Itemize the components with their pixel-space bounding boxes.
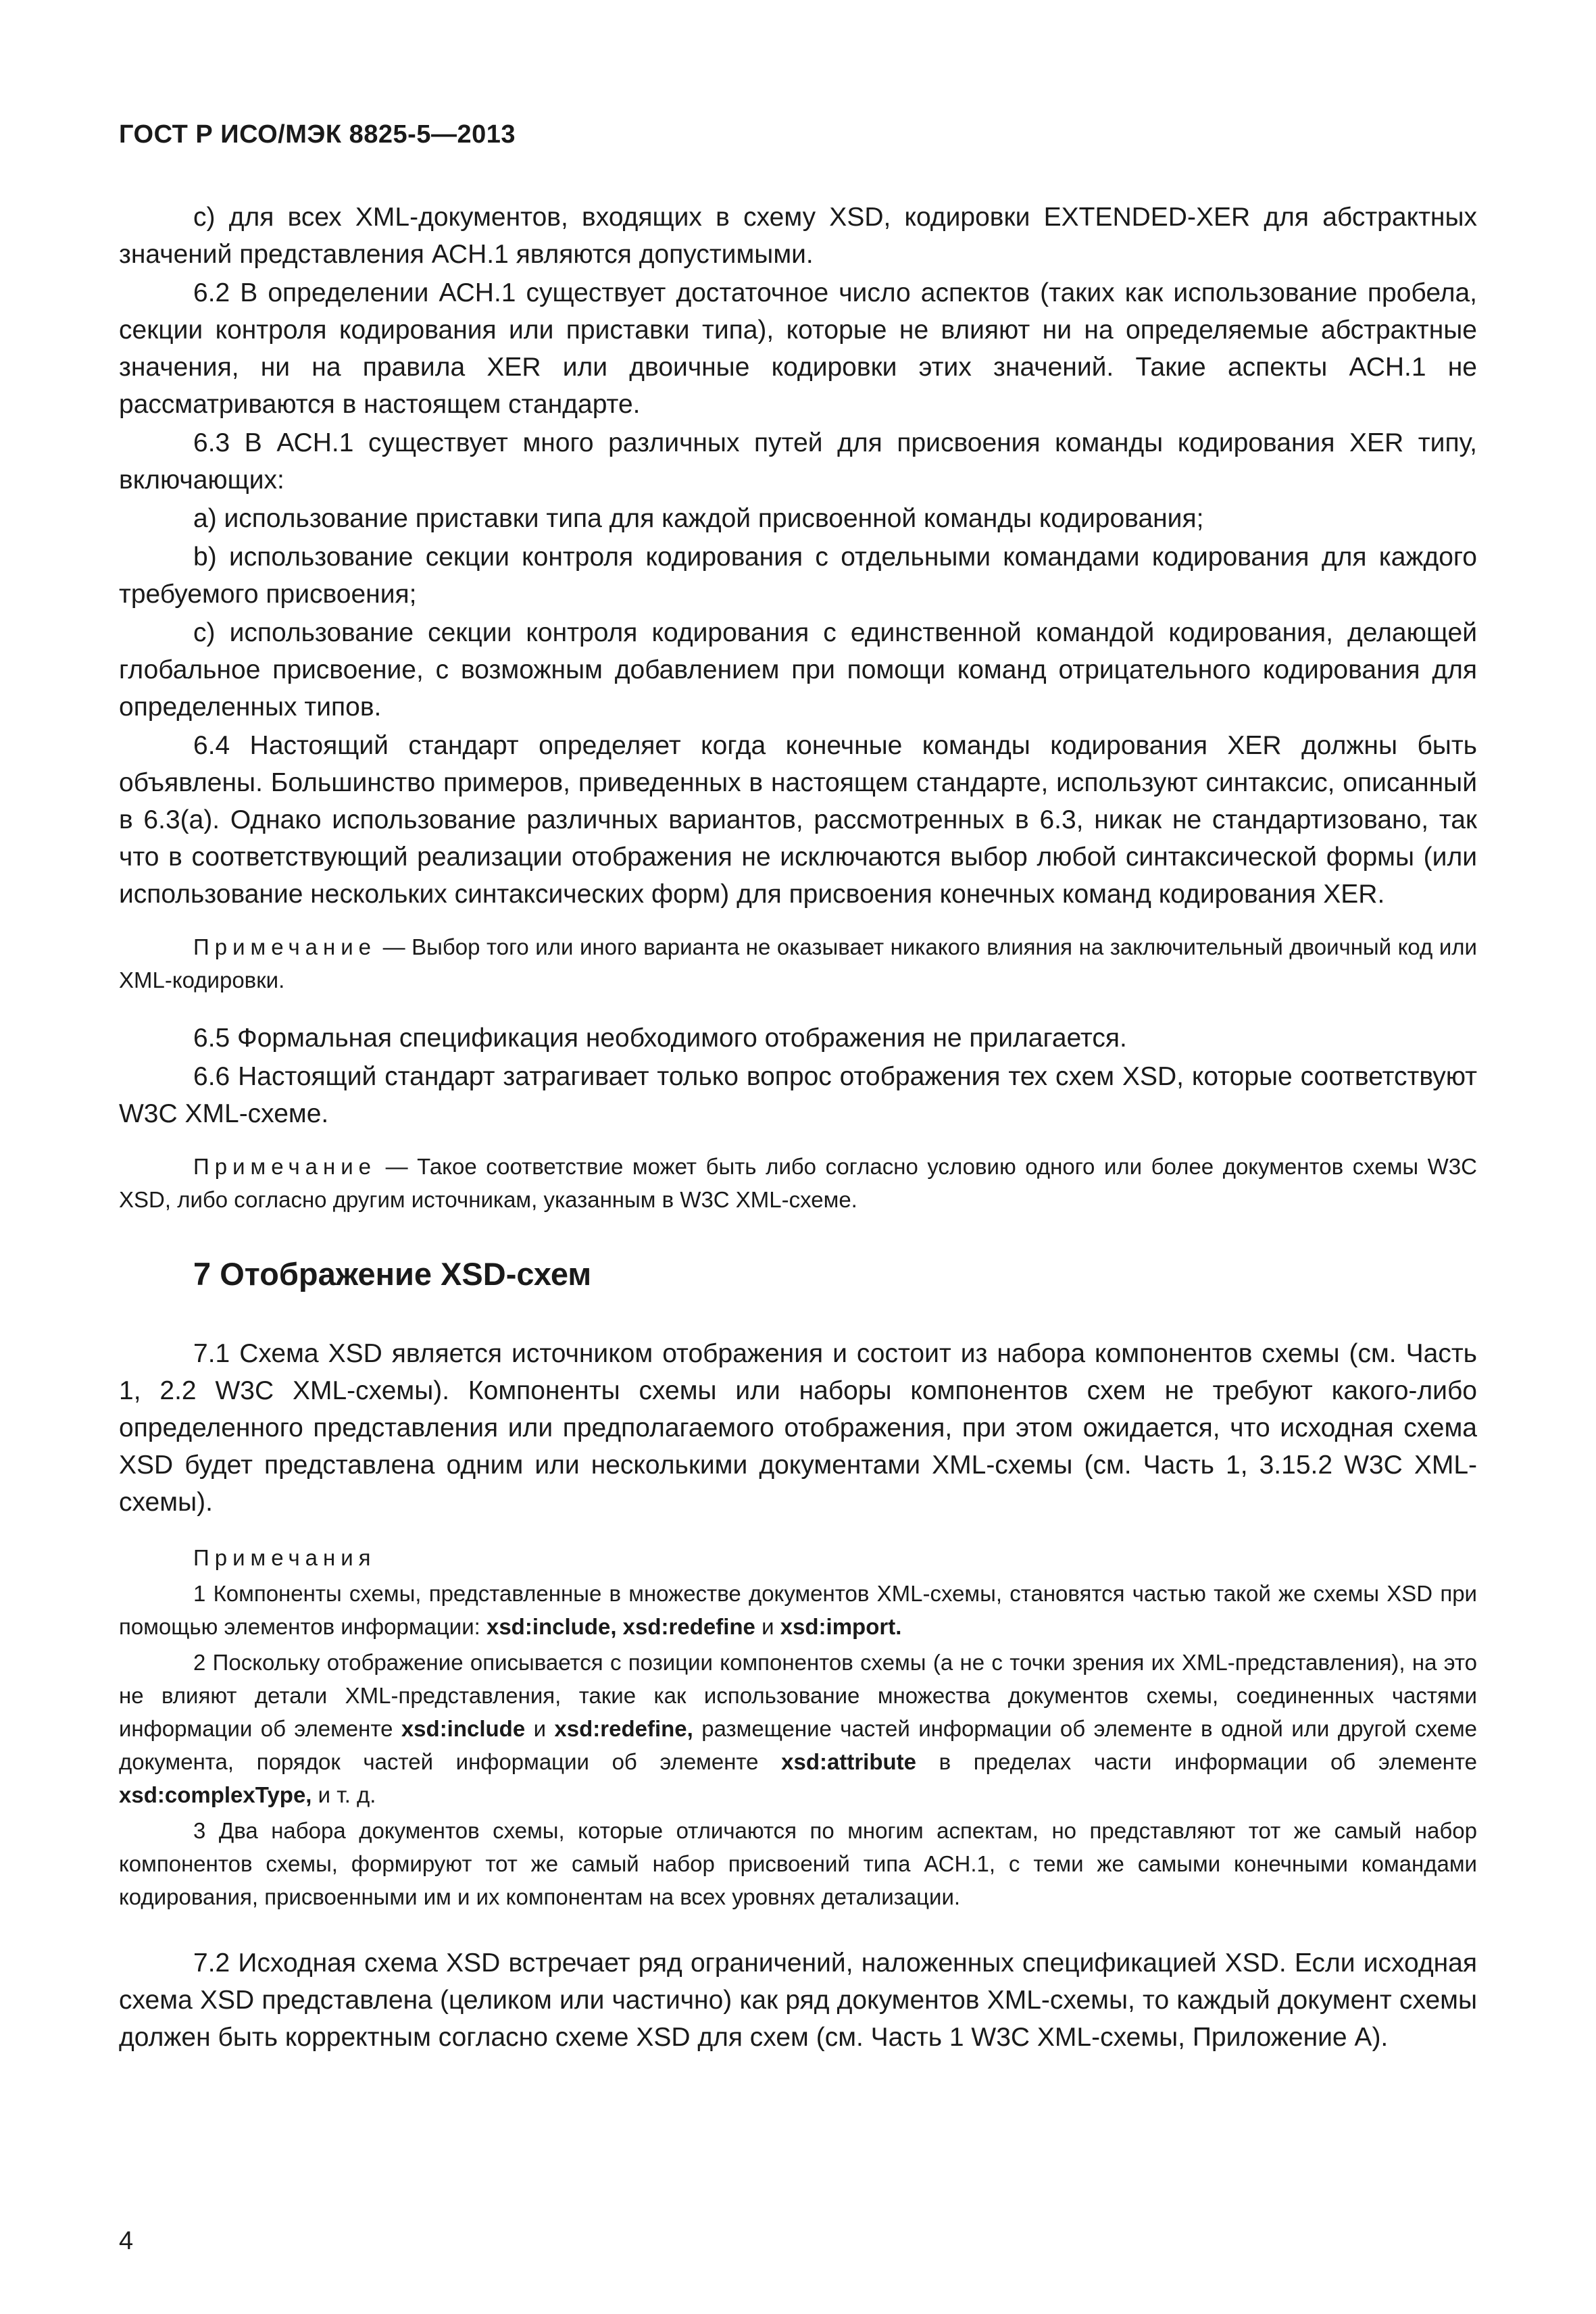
spacer [119, 1913, 1477, 1944]
paragraph-6-5: 6.5 Формальная спецификация необходимого отображения не прилагается. [193, 1024, 1127, 1053]
paragraph-7-1: 7.1 Схема XSD является источником отображения и состоит из набора компонентов схемы (см. Часть 1, 2.2 W3C XML-схемы). Компоненты схемы или наборы компонентов схем не требуют какого-либо определенного представления или предполагаемого отображения, при этом ожидается, что исходная схема XSD будет представлена одним или несколькими документами XML-схемы (см. Часть 1, 3.15.2 W3C XML-схемы). [119, 1339, 1477, 1517]
note-label: Примечание [193, 1154, 377, 1179]
term: xsd:attribute [781, 1749, 917, 1774]
paragraph-6-6: 6.6 Настоящий стандарт затрагивает только вопрос отображения тех схем XSD, которые соответствуют W3C XML-схеме. [119, 1062, 1477, 1128]
note-text: 1 Компоненты схемы, представленные в множестве документов XML-схемы, становятся частью такой же схемы XSD при помощью элементов информации: [119, 1581, 1477, 1639]
note-text: и [755, 1614, 780, 1639]
note-text: и т. д. [311, 1782, 376, 1807]
paragraph-6-3: 6.3 В АСН.1 существует много различных путей для присвоения команды кодирования XER типу, включающих: [119, 428, 1477, 495]
term: xsd:redefine, [554, 1716, 693, 1741]
term: xsd:import. [780, 1614, 902, 1639]
note-item-2 [119, 1646, 1477, 1811]
list-item-c: c) использование секции контроля кодирования с единственной командой кодирования, делающей глобальное присвоение, с возможным добавлением при помощи команд отрицательного кодирования для определенных типов. [119, 618, 1477, 722]
term: xsd:include, xsd:redefine [486, 1614, 755, 1639]
document-body [119, 199, 1477, 2057]
paragraph-7-2: 7.2 Исходная схема XSD встречает ряд ограничений, наложенных спецификацией XSD. Если исходная схема XSD представлена (целиком или частично) как ряд документов XML-схемы, то каждый документ схемы должен быть корректным согласно схеме XSD для схем (см. Часть 1 W3C XML-схемы, Приложение А). [119, 1948, 1477, 2052]
page-number: 4 [119, 2227, 134, 2255]
note-text: размещение частей информации об элементе в одной или другой схеме документа, порядок частей информации об элементе [119, 1716, 1477, 1774]
note-1 [119, 930, 1477, 997]
list-item-a: a) использование приставки типа для каждой присвоенной команды кодирования; [193, 504, 1204, 533]
paragraph-6-1-c: c) для всех XML-документов, входящих в схему XSD, кодировки EXTENDED-XER для абстрактных значений представления АСН.1 являются допустимыми. [119, 203, 1477, 269]
list-item-b: b) использование секции контроля кодирования с отдельными командами кодирования для каждого требуемого присвоения; [119, 543, 1477, 609]
note-text: в пределах части информации об элементе [916, 1749, 1477, 1774]
note-text: — Такое соответствие может быть либо согласно условию одного или более документов схемы W3C XSD, либо согласно другим источникам, указанным в W3C XML-схеме. [119, 1154, 1477, 1212]
document-header: ГОСТ Р ИСО/МЭК 8825-5—2013 [119, 120, 516, 149]
paragraph-6-2: 6.2 В определении АСН.1 существует достаточное число аспектов (таких как использование пробела, секции контроля кодирования или приставки типа), которые не влияют ни на определяемые абстрактные значения, ни на правила XER или двоичные кодировки этих значений. Такие аспекты АСН.1 не рассматриваются в настоящем стандарте. [119, 278, 1477, 419]
note-item-1 [119, 1577, 1477, 1643]
note-text: 2 Поскольку отображение описывается с позиции компонентов схемы (а не с точки зрения их XML-представления), на это не влияют детали XML-представления, такие как использование множества документов схемы, соединенных частями информации об элементе [119, 1650, 1477, 1741]
note-text: — Выбор того или иного варианта не оказывает никакого влияния на заключительный двоичный код или XML-кодировки. [119, 934, 1477, 992]
note-2 [119, 1150, 1477, 1216]
term: xsd:complexType, [119, 1782, 312, 1807]
note-label: Примечание [193, 934, 377, 959]
notes-heading: Примечания [193, 1545, 376, 1570]
note-text: и [525, 1716, 555, 1741]
section-title: 7 Отображение XSD-схем [193, 1256, 592, 1292]
note-item-3: 3 Два набора документов схемы, которые отличаются по многим аспектам, но представляют тот же самый набор компонентов схемы, формируют тот же самый набор присвоений типа АСН.1, с теми же самыми конечными командами кодирования, присвоенными им и их компонентам на всех уровнях детализации. [119, 1818, 1477, 1909]
term: xsd:include [401, 1716, 526, 1741]
paragraph-6-4: 6.4 Настоящий стандарт определяет когда конечные команды кодирования XER должны быть объявлены. Большинство примеров, приведенных в настоящем стандарте, используют синтаксис, описанный в 6.3(а). Однако использование различных вариантов, рассмотренных в 6.3, никак не стандартизовано, так что в соответствующий реализации отображения не исключаются выбор любой синтаксической формы (или использование нескольких синтаксических форм) для присвоения конечных команд кодирования XER. [119, 731, 1477, 909]
